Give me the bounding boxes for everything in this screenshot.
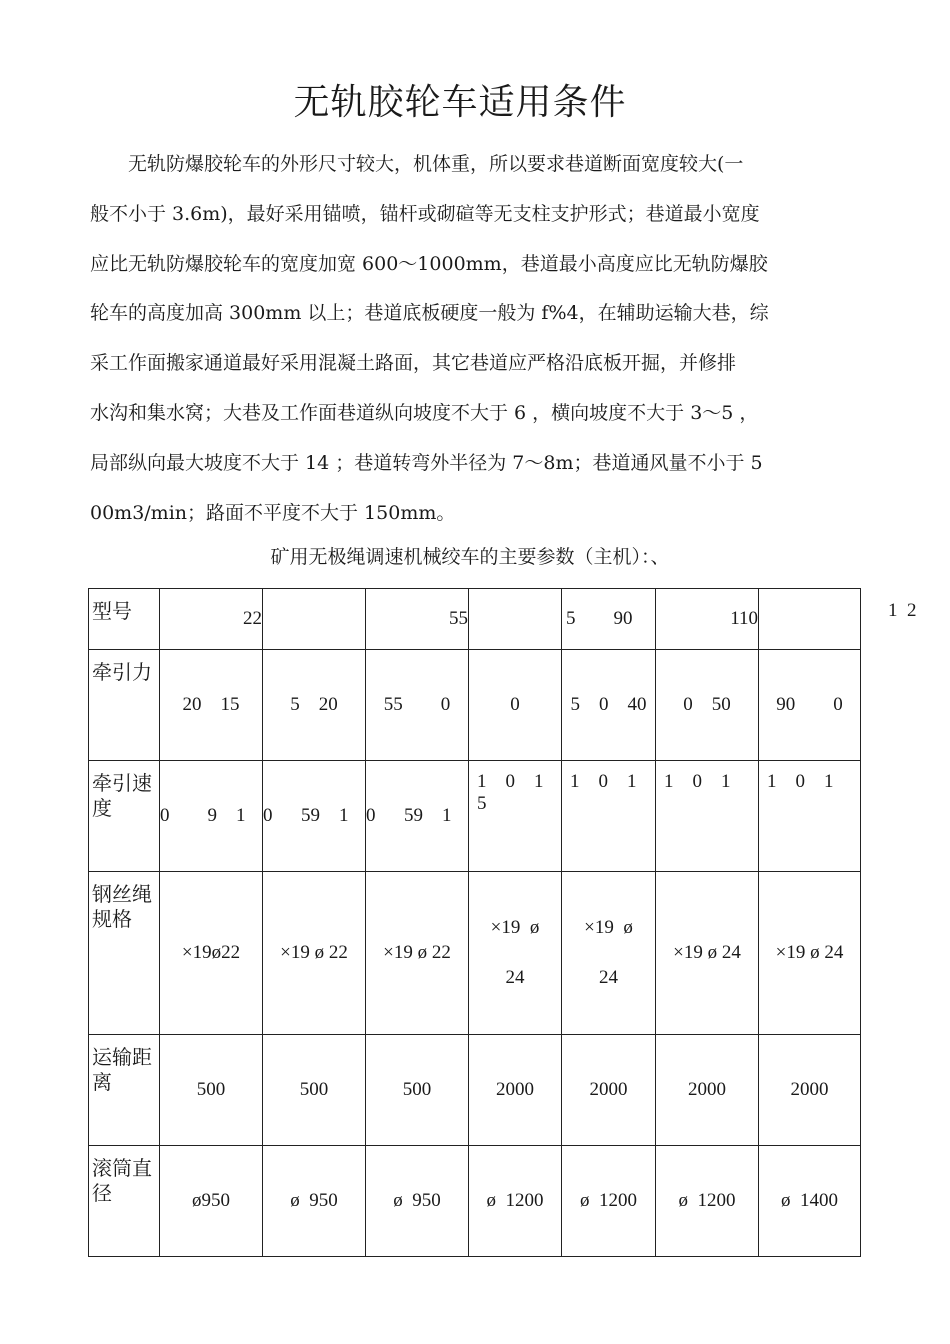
table-cell: [366, 1146, 469, 1257]
cell-value: 0 59 1: [366, 805, 452, 826]
body-paragraph: [90, 140, 862, 538]
table-row: [89, 761, 861, 872]
table-cell: [366, 589, 469, 650]
cell-value: 1 0 1: [664, 771, 731, 792]
row-label: 钢丝绳规格: [89, 872, 160, 1035]
table-cell: [263, 589, 366, 650]
table-cell: [160, 761, 263, 872]
table-cell: [656, 1035, 759, 1146]
table-cell: [160, 1146, 263, 1257]
cell-value: ×19 ø 22: [383, 942, 451, 963]
paragraph-line: 00m3/min；路面不平度不大于 150mm。: [90, 501, 456, 524]
table-cell: [366, 1035, 469, 1146]
table-cell: [160, 589, 263, 650]
table-cell: [759, 872, 861, 1035]
table-cell: [759, 589, 861, 650]
cell-value: ø 1400: [781, 1190, 838, 1211]
cell-value: 2000: [589, 1079, 628, 1100]
table-row: [89, 589, 861, 650]
table-cell: [263, 872, 366, 1035]
row-label: 滚筒直径: [89, 1146, 160, 1257]
table-cell: [759, 1035, 861, 1146]
table-cell: [469, 1035, 562, 1146]
cell-value: ø 1200: [678, 1190, 736, 1211]
cell-value: ×19 ø 24: [490, 917, 540, 988]
cell-value: ø 950: [393, 1190, 441, 1211]
overflow-text: 1 2: [888, 600, 917, 621]
row-label: 牵引力: [89, 650, 160, 761]
cell-value: 20 15: [182, 694, 240, 715]
table-cell: [469, 1146, 562, 1257]
cell-value: 90 0: [776, 694, 843, 715]
table-cell: [656, 589, 759, 650]
table-cell: [469, 589, 562, 650]
table-cell: [366, 761, 469, 872]
cell-value: 5 90: [566, 608, 633, 629]
table-cell: [656, 872, 759, 1035]
table-cell: [562, 589, 656, 650]
cell-value: 500: [196, 1079, 226, 1100]
paragraph-line: 般不小于 3.6m)，最好采用锚喷，锚杆或砌碹等无支柱支护形式；巷道最小宽度: [90, 202, 760, 225]
paragraph-line: 轮车的高度加高 300mm 以上；巷道底板硬度一般为 f%4，在辅助运输大巷，综: [90, 302, 769, 325]
cell-value: 55 0: [383, 694, 451, 715]
table-cell: [160, 872, 263, 1035]
cell-value: 5 0 40: [570, 694, 647, 715]
cell-value: 0: [510, 694, 520, 715]
cell-value: 500: [402, 1079, 432, 1100]
table-cell: [759, 650, 861, 761]
paragraph-line: 局部纵向最大坡度不大于 14 ；巷道转弯外半径为 7～8m；巷道通风量不小于 5: [90, 451, 763, 474]
cell-value: ×19 ø 24: [775, 942, 844, 963]
cell-value: ×19 ø 24: [673, 942, 741, 963]
table-row: [89, 650, 861, 761]
cell-value: ø950: [192, 1190, 230, 1211]
table-cell: [263, 1146, 366, 1257]
cell-value: 0 50: [683, 694, 731, 715]
paragraph-line: 无轨防爆胶轮车的外形尺寸较大，机体重，所以要求巷道断面宽度较大(一: [90, 153, 744, 175]
table-cell: [469, 761, 562, 872]
table-row: [89, 1035, 861, 1146]
document-title: 无轨胶轮车适用条件: [293, 82, 627, 123]
table-row: [89, 872, 861, 1035]
cell-value: 55: [449, 608, 468, 629]
cell-value: 110: [730, 608, 758, 629]
table-cell: [263, 1035, 366, 1146]
cell-value: 500: [299, 1079, 329, 1100]
table-cell: [562, 872, 656, 1035]
cell-value: ø 1200: [486, 1190, 544, 1211]
table-cell: [759, 1146, 861, 1257]
paragraph-line: 应比无轨防爆胶轮车的宽度加宽 600～1000mm，巷道最小高度应比无轨防爆胶: [90, 252, 768, 275]
table-cell: [160, 1035, 263, 1146]
cell-value: 2000: [496, 1079, 534, 1100]
table-cell: [562, 1035, 656, 1146]
table-cell: [562, 650, 656, 761]
cell-value: ø 1200: [580, 1190, 637, 1211]
table-cell: [263, 761, 366, 872]
cell-value: ×19ø22: [181, 942, 241, 963]
cell-value: ×19 ø 24: [584, 917, 633, 988]
table-cell: [759, 761, 861, 872]
paragraph-line: 水沟和集水窝；大巷及工作面巷道纵向坡度不大于 6 ，横向坡度不大于 3～5 ，: [90, 401, 759, 424]
table-caption: 矿用无极绳调速机械绞车的主要参数（主机）：、: [270, 546, 670, 568]
cell-value: 1 0 1 5: [477, 771, 544, 814]
table-cell: [656, 650, 759, 761]
table-cell: [562, 761, 656, 872]
cell-value: 2000: [790, 1079, 829, 1100]
cell-value: 1 0 1: [767, 771, 834, 792]
table-cell: [263, 650, 366, 761]
parameters-table: [88, 588, 861, 1257]
table-cell: [469, 650, 562, 761]
table-cell: [656, 1146, 759, 1257]
cell-value: 1 0 1: [570, 771, 637, 792]
row-label: 型号: [89, 589, 160, 650]
table-row: [89, 1146, 861, 1257]
cell-value: ø 950: [290, 1190, 338, 1211]
paragraph-line: 采工作面搬家通道最好采用混凝土路面，其它巷道应严格沿底板开掘，并修排: [90, 352, 737, 375]
table-cell: [366, 872, 469, 1035]
row-label: 牵引速度: [89, 761, 160, 872]
cell-value: ×19 ø 22: [280, 942, 348, 963]
cell-value: 5 20: [290, 694, 338, 715]
cell-value: 0 9 1: [160, 805, 246, 826]
table-cell: [562, 1146, 656, 1257]
table-cell: [160, 650, 263, 761]
cell-value: 2000: [688, 1079, 726, 1100]
table-cell: [656, 761, 759, 872]
cell-value: 22: [243, 608, 262, 629]
cell-value: 0 59 1: [263, 805, 349, 826]
row-label: 运输距离: [89, 1035, 160, 1146]
table-cell: [366, 650, 469, 761]
table-cell: [469, 872, 562, 1035]
